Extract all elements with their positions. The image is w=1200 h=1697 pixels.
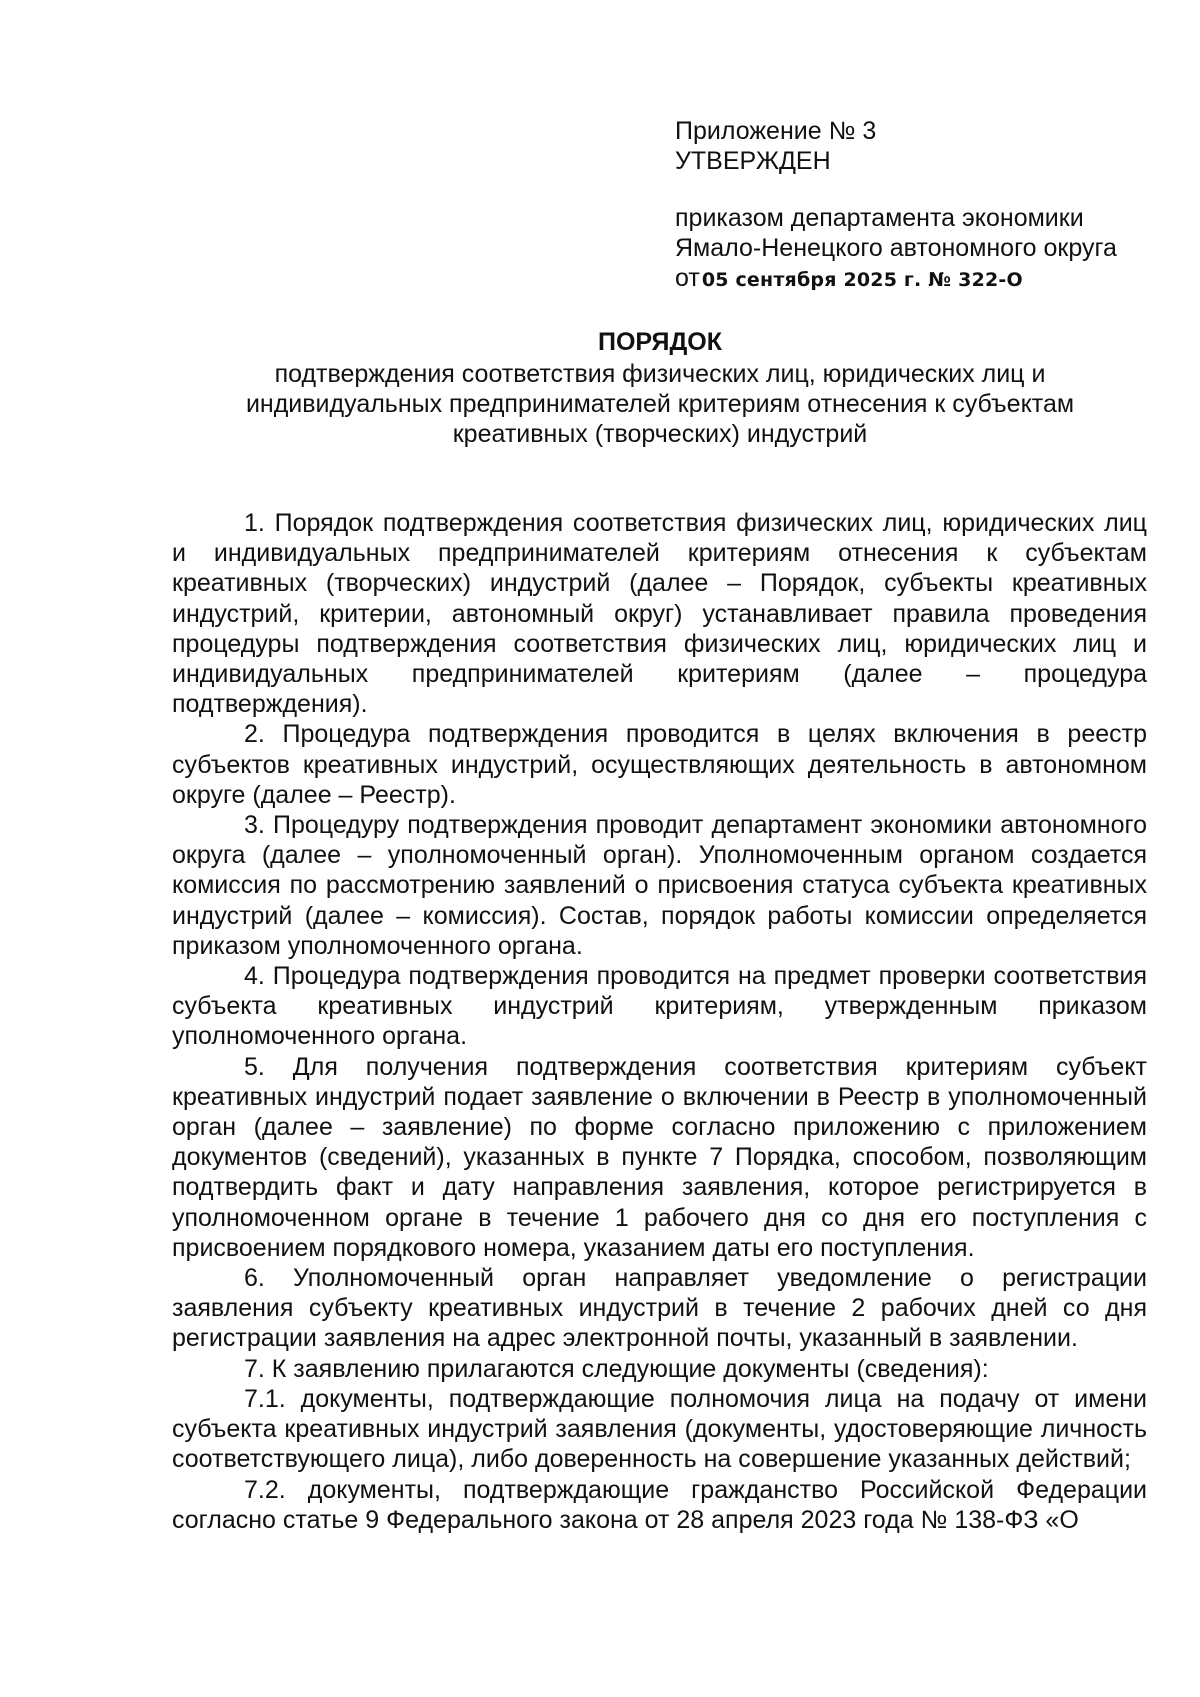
paragraph-1: 1. Порядок подтверждения соответствия физических лиц, юридических лиц и индивидуальных предпринимателей критериям отнесения к субъектам креативных (творческих) индустрий (далее – Порядок, субъекты креативных индустрий, критерии, автономный округ) устанавливает правила проведения процедуры подтверждения соответствия физических лиц, юридических лиц и индивидуальных предпринимателей критериям (далее – процедура подтверждения). [172,509,1147,719]
paragraph-6: 6. Уполномоченный орган направляет уведомление о регистрации заявления субъекту креативных индустрий в течение 2 рабочих дней со дня регистрации заявления на адрес электронной почты, указанный в заявлении. [172,1264,1147,1353]
document-subtitle-line: индивидуальных предпринимателей критериям отнесения к субъектам [245,390,1075,418]
paragraph-5: 5. Для получения подтверждения соответствия критериям субъект креативных индустрий подает заявление о включении в Реестр в уполномоченный орган (далее – заявление) по форме согласно приложению с приложением документов (сведений), указанных в пункте 7 Порядка, способом, позволяющим подтвердить факт и дату направления заявления, которое регистрируется в уполномоченном органе в течение 1 рабочего дня со дня его поступления с присвоением порядкового номера, указанием даты его поступления. [172,1052,1147,1262]
document-title: ПОРЯДОК [598,328,722,356]
approval-block [675,116,1145,295]
document-subtitle-line: подтверждения соответствия физических лиц, юридических лиц и [274,360,1046,388]
document-heading [170,325,1150,449]
paragraph-4: 4. Процедура подтверждения проводится на предмет проверки соответствия субъекта креативных индустрий критериям, утвержденным приказом уполномоченного органа. [172,962,1147,1051]
paragraph-7-1: 7.1. документы, подтверждающие полномочия лица на подачу от имени субъекта креативных индустрий заявления (документы, удостоверяющие личность соответствующего лица), либо доверенность на совершение указанных действий; [172,1384,1147,1474]
order-issuer-line-2: Ямало-Ненецкого автономного округа [675,234,1117,262]
appendix-number: Приложение № 3 [675,117,877,145]
paragraph-2: 2. Процедура подтверждения проводится в целях включения в реестр субъектов креативных индустрий, осуществляющих деятельность в автономном округе (далее – Реестр). [172,720,1147,809]
order-date-line [675,263,1145,295]
document-body [172,508,1147,1535]
order-issuer-line-1: приказом департамента экономики [675,204,1084,232]
approval-spacer [675,176,1145,203]
paragraph-7-2: 7.2. документы, подтверждающие гражданство Российской Федерации согласно статье 9 Федерального закона от 28 апреля 2023 года № 138-ФЗ «О [172,1475,1147,1534]
approved-stamp-text: УТВЕРЖДЕН [675,147,831,175]
paragraph-3: 3. Процедуру подтверждения проводит департамент экономики автономного округа (далее – уполномоченный орган). Уполномоченным органом создается комиссия по рассмотрению заявлений о присвоения статуса субъекта креативных индустрий (далее – комиссия). Состав, порядок работы комиссии определяется приказом уполномоченного органа. [172,811,1147,960]
order-from-label: от [675,264,700,292]
order-date-number: 05 сентября 2025 г. № 322-О [701,269,1023,291]
document-subtitle-line: креативных (творческих) индустрий [452,420,868,448]
paragraph-7: 7. К заявлению прилагаются следующие документы (сведения): [244,1354,989,1383]
